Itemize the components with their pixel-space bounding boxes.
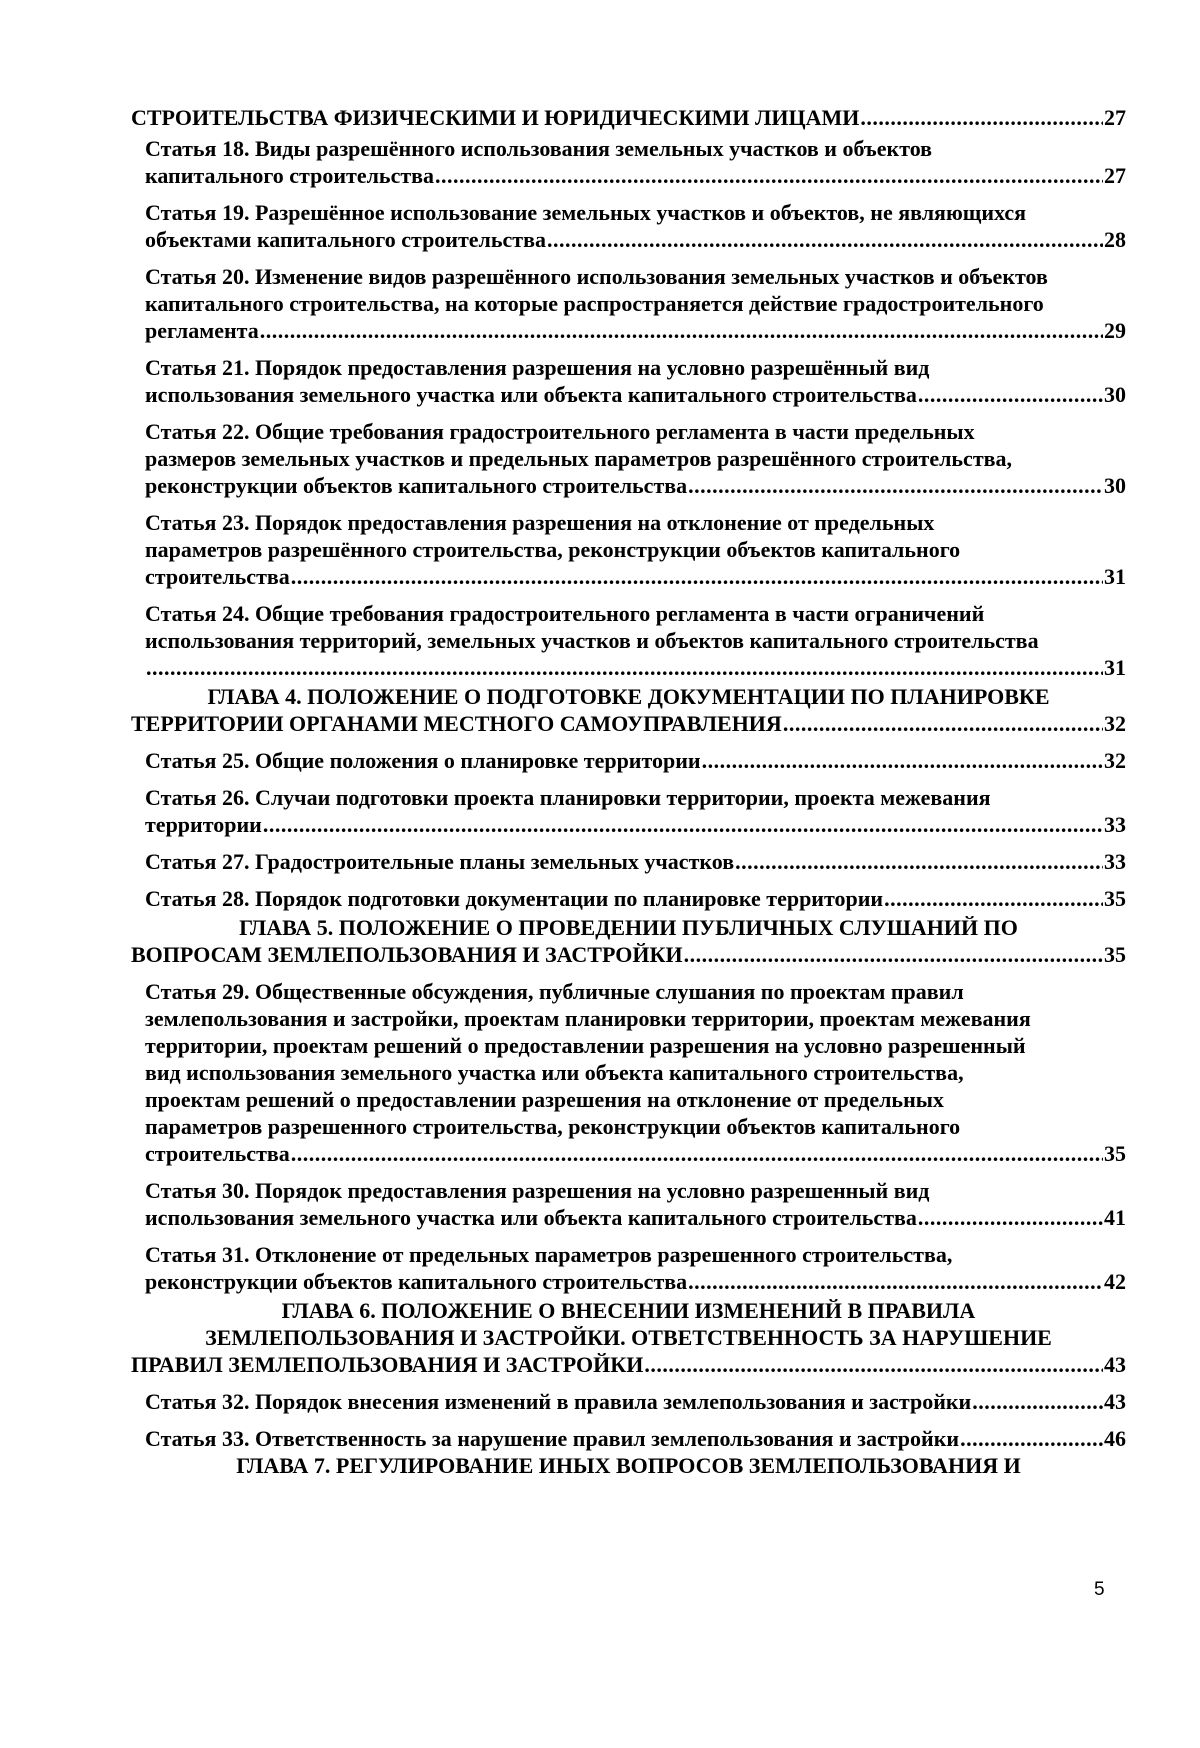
dot-leader bbox=[260, 317, 1103, 344]
toc-entry-line: размеров земельных участков и предельных параметров разрешённого строительства, bbox=[145, 446, 1013, 471]
table-of-contents bbox=[131, 102, 1126, 1479]
toc-entry-title: ПРАВИЛ ЗЕМЛЕПОЛЬЗОВАНИЯ И ЗАСТРОЙКИ bbox=[131, 1352, 644, 1377]
toc-entry-title: Статья 33. Ответственность за нарушение правил землепользования и застройки bbox=[145, 1426, 960, 1451]
toc-chapter-4[interactable] bbox=[131, 683, 1126, 737]
toc-entry-title: объектами капитального строительства bbox=[145, 227, 546, 252]
toc-entry-line: Статья 24. Общие требования градостроительного регламента в части ограничений bbox=[145, 601, 985, 626]
toc-page-number: 33 bbox=[1104, 849, 1126, 874]
toc-row bbox=[145, 747, 1126, 774]
toc-page-number: 27 bbox=[1104, 163, 1126, 188]
toc-page-number: 29 bbox=[1104, 318, 1126, 343]
dot-leader bbox=[918, 1204, 1103, 1231]
dot-leader bbox=[884, 885, 1103, 912]
toc-row bbox=[145, 1425, 1126, 1452]
toc-entry-line: Статья 19. Разрешённое использование земельных участков и объектов, не являющихся bbox=[145, 200, 1027, 225]
dot-leader bbox=[547, 226, 1103, 253]
toc-row bbox=[145, 317, 1126, 344]
toc-article-28[interactable] bbox=[131, 885, 1126, 912]
toc-row bbox=[145, 1388, 1126, 1415]
dot-leader bbox=[783, 710, 1103, 737]
toc-entry-title: ВОПРОСАМ ЗЕМЛЕПОЛЬЗОВАНИЯ И ЗАСТРОЙКИ bbox=[131, 942, 683, 967]
toc-entry-title: капитального строительства bbox=[145, 163, 435, 188]
dot-leader bbox=[291, 563, 1103, 590]
toc-entry-title: использования земельного участка или объекта капитального строительства bbox=[145, 1205, 917, 1230]
toc-row bbox=[131, 710, 1126, 737]
dot-leader bbox=[860, 104, 1103, 131]
dot-leader bbox=[291, 1140, 1103, 1167]
toc-entry-title: строительства bbox=[145, 1141, 290, 1166]
toc-chapter-line: ГЛАВА 7. РЕГУЛИРОВАНИЕ ИНЫХ ВОПРОСОВ ЗЕМЛЕПОЛЬЗОВАНИЯ И bbox=[236, 1453, 1021, 1478]
toc-page-number: 31 bbox=[1104, 655, 1126, 680]
toc-entry-line: вид использования земельного участка или объекта капитального строительства, bbox=[145, 1060, 964, 1085]
dot-leader bbox=[702, 747, 1103, 774]
toc-page-number: 42 bbox=[1104, 1269, 1126, 1294]
dot-leader bbox=[972, 1388, 1103, 1415]
dot-leader bbox=[263, 811, 1103, 838]
toc-article-24[interactable] bbox=[131, 600, 1126, 681]
toc-page-number: 32 bbox=[1104, 711, 1126, 736]
toc-entry-line: параметров разрешённого строительства, реконструкции объектов капитального bbox=[145, 537, 961, 562]
toc-entry-title: строительства bbox=[145, 564, 290, 589]
toc-page-number: 35 bbox=[1104, 886, 1126, 911]
toc-page-number: 30 bbox=[1104, 473, 1126, 498]
toc-entry-line: территории, проектам решений о предоставлении разрешения на условно разрешенный bbox=[145, 1033, 1026, 1058]
toc-entry-line: Статья 29. Общественные обсуждения, публичные слушания по проектам правил bbox=[145, 979, 964, 1004]
toc-entry-title: территории bbox=[145, 812, 262, 837]
dot-leader bbox=[684, 941, 1103, 968]
toc-row bbox=[131, 104, 1126, 131]
toc-entry-line: Статья 18. Виды разрешённого использования земельных участков и объектов bbox=[145, 136, 933, 161]
toc-row bbox=[145, 654, 1126, 681]
toc-page-number: 28 bbox=[1104, 227, 1126, 252]
toc-page-number: 46 bbox=[1104, 1426, 1126, 1451]
toc-entry-line: проектам решений о предоставлении разрешения на отклонение от предельных bbox=[145, 1087, 944, 1112]
toc-row bbox=[145, 381, 1126, 408]
toc-page-number: 35 bbox=[1104, 1141, 1126, 1166]
toc-row bbox=[131, 1351, 1126, 1378]
toc-article-32[interactable] bbox=[131, 1388, 1126, 1415]
toc-article-21[interactable] bbox=[131, 354, 1126, 408]
toc-page-number: 43 bbox=[1104, 1352, 1126, 1377]
toc-page-number: 27 bbox=[1104, 105, 1126, 130]
toc-chapter-line: ГЛАВА 4. ПОЛОЖЕНИЕ О ПОДГОТОВКЕ ДОКУМЕНТАЦИИ ПО ПЛАНИРОВКЕ bbox=[207, 684, 1050, 709]
toc-row bbox=[131, 941, 1126, 968]
page-number: 5 bbox=[1094, 1579, 1105, 1600]
toc-entry-line: Статья 22. Общие требования градостроительного регламента в части предельных bbox=[145, 419, 975, 444]
toc-article-30[interactable] bbox=[131, 1177, 1126, 1231]
dot-leader bbox=[960, 1425, 1103, 1452]
toc-entry-title: Статья 27. Градостроительные планы земельных участков bbox=[145, 849, 735, 874]
toc-row bbox=[145, 1204, 1126, 1231]
toc-entry-line: использования территорий, земельных участков и объектов капитального строительства bbox=[145, 628, 1039, 653]
toc-chapter-7[interactable] bbox=[131, 1452, 1126, 1479]
toc-entry-title: реконструкции объектов капитального строительства bbox=[145, 473, 688, 498]
toc-entry-title: ТЕРРИТОРИИ ОРГАНАМИ МЕСТНОГО САМОУПРАВЛЕНИЯ bbox=[131, 711, 782, 736]
toc-article-19[interactable] bbox=[131, 199, 1126, 253]
toc-page-number: 35 bbox=[1104, 942, 1126, 967]
toc-entry-line: параметров разрешенного строительства, реконструкции объектов капитального bbox=[145, 1114, 961, 1139]
toc-page-number: 32 bbox=[1104, 748, 1126, 773]
toc-entry-line: Статья 21. Порядок предоставления разрешения на условно разрешённый вид bbox=[145, 355, 930, 380]
toc-entry-line: Статья 31. Отклонение от предельных параметров разрешенного строительства, bbox=[145, 1242, 953, 1267]
toc-entry-title: СТРОИТЕЛЬСТВА ФИЗИЧЕСКИМИ И ЮРИДИЧЕСКИМИ ЛИЦАМИ bbox=[131, 105, 860, 130]
toc-article-26[interactable] bbox=[131, 784, 1126, 838]
toc-page-number: 30 bbox=[1104, 382, 1126, 407]
toc-chapter-continuation[interactable] bbox=[131, 104, 1126, 131]
toc-page-number: 31 bbox=[1104, 564, 1126, 589]
toc-entry-line: Статья 23. Порядок предоставления разрешения на отклонение от предельных bbox=[145, 510, 935, 535]
toc-chapter-line: ГЛАВА 5. ПОЛОЖЕНИЕ О ПРОВЕДЕНИИ ПУБЛИЧНЫХ СЛУШАНИЙ ПО bbox=[239, 915, 1018, 940]
toc-row bbox=[145, 885, 1126, 912]
toc-entry-line: Статья 30. Порядок предоставления разрешения на условно разрешенный вид bbox=[145, 1178, 930, 1203]
toc-row bbox=[145, 226, 1126, 253]
toc-page-number: 41 bbox=[1104, 1205, 1126, 1230]
toc-entry-title: Статья 28. Порядок подготовки документации по планировке территории bbox=[145, 886, 884, 911]
toc-chapter-5[interactable] bbox=[131, 914, 1126, 968]
toc-chapter-line: ГЛАВА 6. ПОЛОЖЕНИЕ О ВНЕСЕНИИ ИЗМЕНЕНИЙ В ПРАВИЛА bbox=[281, 1298, 976, 1323]
toc-row bbox=[145, 1140, 1126, 1167]
toc-article-29[interactable] bbox=[131, 978, 1126, 1167]
toc-page-number: 33 bbox=[1104, 812, 1126, 837]
toc-article-23[interactable] bbox=[131, 509, 1126, 590]
toc-entry-title: Статья 32. Порядок внесения изменений в правила землепользования и застройки bbox=[145, 1389, 972, 1414]
toc-entry-title: регламента bbox=[145, 318, 259, 343]
toc-article-33[interactable] bbox=[131, 1425, 1126, 1452]
toc-row bbox=[145, 563, 1126, 590]
toc-entry-title: реконструкции объектов капитального строительства bbox=[145, 1269, 688, 1294]
toc-page-number: 43 bbox=[1104, 1389, 1126, 1414]
toc-article-25[interactable] bbox=[131, 747, 1126, 774]
toc-chapter-line: ЗЕМЛЕПОЛЬЗОВАНИЯ И ЗАСТРОЙКИ. ОТВЕТСТВЕННОСТЬ ЗА НАРУШЕНИЕ bbox=[205, 1325, 1052, 1350]
toc-entry-line: Статья 26. Случаи подготовки проекта планировки территории, проекта межевания bbox=[145, 785, 991, 810]
toc-article-20[interactable] bbox=[131, 263, 1126, 344]
toc-entry-title: использования земельного участка или объекта капитального строительства bbox=[145, 382, 917, 407]
dot-leader bbox=[146, 654, 1103, 681]
toc-row bbox=[145, 472, 1126, 499]
toc-article-31[interactable] bbox=[131, 1241, 1126, 1295]
toc-entry-line: землепользования и застройки, проектам планировки территории, проектам межевания bbox=[145, 1006, 1031, 1031]
dot-leader bbox=[644, 1351, 1103, 1378]
dot-leader bbox=[688, 1268, 1103, 1295]
toc-chapter-6[interactable] bbox=[131, 1297, 1126, 1378]
dot-leader bbox=[435, 162, 1103, 189]
dot-leader bbox=[918, 381, 1103, 408]
toc-row bbox=[145, 162, 1126, 189]
dot-leader bbox=[688, 472, 1103, 499]
toc-article-27[interactable] bbox=[131, 848, 1126, 875]
toc-entry-line: капитального строительства, на которые распространяется действие градостроительного bbox=[145, 291, 1044, 316]
toc-row bbox=[145, 811, 1126, 838]
toc-article-22[interactable] bbox=[131, 418, 1126, 499]
toc-article-18[interactable] bbox=[131, 135, 1126, 189]
toc-entry-title: Статья 25. Общие положения о планировке территории bbox=[145, 748, 701, 773]
toc-row bbox=[145, 848, 1126, 875]
dot-leader bbox=[735, 848, 1103, 875]
toc-row bbox=[145, 1268, 1126, 1295]
toc-entry-line: Статья 20. Изменение видов разрешённого использования земельных участков и объектов bbox=[145, 264, 1048, 289]
